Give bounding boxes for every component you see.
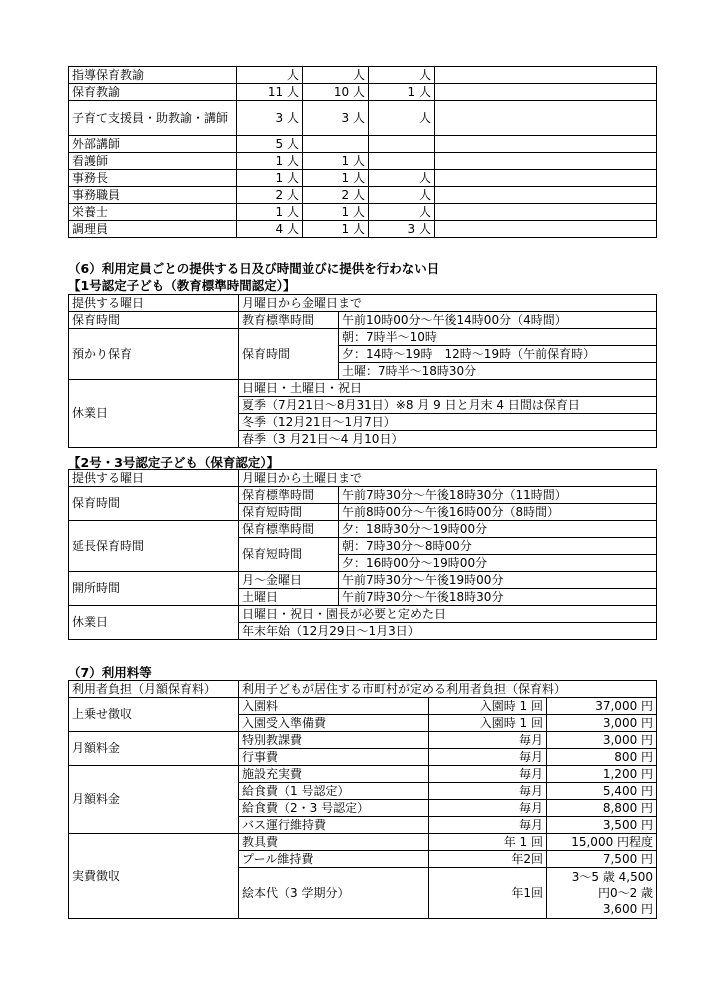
staff-note bbox=[435, 204, 657, 221]
table-row bbox=[69, 521, 657, 538]
row-value: 月曜日から土曜日まで bbox=[239, 470, 657, 487]
row-value: 午前7時30分～午後18時30分 bbox=[339, 589, 657, 606]
row-value: 日曜日・土曜日・祝日 bbox=[239, 380, 657, 397]
fee-amount-line: 3,600 円 bbox=[602, 902, 654, 916]
table-row bbox=[69, 84, 657, 101]
row-label: 提供する曜日 bbox=[69, 295, 239, 312]
staff-count: 1 人 bbox=[237, 204, 303, 221]
staff-role: 栄養士 bbox=[69, 204, 237, 221]
staff-role: 看護師 bbox=[69, 153, 237, 170]
table-row bbox=[69, 487, 657, 504]
fee-amount: 3,500 円 bbox=[547, 817, 657, 834]
subsection-2-title: 【2号・3号認定子ども（保育認定）】 bbox=[68, 455, 280, 470]
staff-count: 人 bbox=[303, 67, 369, 84]
fee-amount: 5,400 円 bbox=[547, 783, 657, 800]
staff-role: 事務長 bbox=[69, 170, 237, 187]
staff-count: 3 人 bbox=[369, 221, 435, 238]
table-row bbox=[69, 187, 657, 204]
fee-name: 絵本代（3 学期分） bbox=[239, 868, 429, 919]
section-6-title: （6）利用定員ごとの提供する日及び時間並びに提供を行わない日 bbox=[68, 261, 440, 276]
row-label: 開所時間 bbox=[69, 572, 239, 606]
fee-amount: 3,000 円 bbox=[547, 715, 657, 732]
staff-count: 人 bbox=[369, 67, 435, 84]
row-label: 提供する曜日 bbox=[69, 470, 239, 487]
staff-count: 1 人 bbox=[303, 170, 369, 187]
row-value: 夕：16時00分～19時00分 bbox=[339, 555, 657, 572]
section-7-title: （7）利用料等 bbox=[68, 665, 152, 680]
table-row bbox=[69, 834, 657, 851]
fee-frequency: 毎月 bbox=[429, 800, 547, 817]
fee-amount-line: 3～5 歳 4,500 bbox=[571, 870, 654, 884]
row-value: 朝：7時半～10時 bbox=[339, 329, 657, 346]
staff-count: 3 人 bbox=[237, 101, 303, 136]
staff-note bbox=[435, 187, 657, 204]
staff-count: 2 人 bbox=[303, 187, 369, 204]
row-sublabel: 教育標準時間 bbox=[239, 312, 339, 329]
row-value: 夏季（7月21日～8月31日）※8 月 9 日と月末 4 日間は保育日 bbox=[239, 397, 657, 414]
staff-role: 子育て支援員・助教諭・講師 bbox=[69, 101, 237, 136]
fee-name: 施設充実費 bbox=[239, 766, 429, 783]
staff-table bbox=[68, 66, 657, 238]
table-row bbox=[69, 572, 657, 589]
staff-count: 人 bbox=[369, 101, 435, 136]
staff-note bbox=[435, 153, 657, 170]
fee-amount: 3,000 円 bbox=[547, 732, 657, 749]
fee-group-label: 上乗せ徴収 bbox=[69, 698, 239, 732]
table-row bbox=[69, 295, 657, 312]
staff-count: 1 人 bbox=[303, 153, 369, 170]
staff-count: 1 人 bbox=[237, 153, 303, 170]
staff-note bbox=[435, 221, 657, 238]
staff-count: 10 人 bbox=[303, 84, 369, 101]
row-value: 夕：18時30分～19時00分 bbox=[339, 521, 657, 538]
fee-amount bbox=[547, 868, 657, 919]
table-row bbox=[69, 204, 657, 221]
row-sublabel: 土曜日 bbox=[239, 589, 339, 606]
fee-frequency: 毎月 bbox=[429, 817, 547, 834]
staff-role: 調理員 bbox=[69, 221, 237, 238]
row-value: 年末年始（12月29日～1月3日） bbox=[239, 623, 657, 640]
staff-count bbox=[303, 136, 369, 153]
staff-count: 1 人 bbox=[303, 204, 369, 221]
fee-name: 入園受入準備費 bbox=[239, 715, 429, 732]
row-value: 午前8時00分～午後16時00分（8時間） bbox=[339, 504, 657, 521]
row-label: 延長保育時間 bbox=[69, 521, 239, 572]
staff-count: 1 人 bbox=[237, 170, 303, 187]
row-sublabel: 保育標準時間 bbox=[239, 487, 339, 504]
fee-amount: 800 円 bbox=[547, 749, 657, 766]
row-value: 冬季（12月21日～1月7日） bbox=[239, 414, 657, 431]
fee-amount-line: 円0～2 歳 bbox=[597, 886, 654, 900]
table-row bbox=[69, 681, 657, 698]
row-label: 預かり保育 bbox=[69, 329, 239, 380]
staff-count: 人 bbox=[369, 187, 435, 204]
fee-frequency: 年1回 bbox=[429, 868, 547, 919]
staff-role: 指導保育教諭 bbox=[69, 67, 237, 84]
row-label: 休業日 bbox=[69, 606, 239, 640]
table-row bbox=[69, 329, 657, 346]
row-sublabel: 保育短時間 bbox=[239, 504, 339, 521]
row-sublabel: 保育時間 bbox=[239, 329, 339, 380]
fee-frequency: 入園時 1 回 bbox=[429, 715, 547, 732]
fee-frequency: 毎月 bbox=[429, 783, 547, 800]
staff-note bbox=[435, 170, 657, 187]
fee-group-label: 実費徴収 bbox=[69, 834, 239, 919]
staff-count bbox=[369, 153, 435, 170]
staff-count: 人 bbox=[369, 170, 435, 187]
fee-frequency: 毎月 bbox=[429, 766, 547, 783]
row-sublabel: 保育短時間 bbox=[239, 538, 339, 572]
table-row bbox=[69, 470, 657, 487]
table-row bbox=[69, 380, 657, 397]
table-row bbox=[69, 67, 657, 84]
fee-frequency: 毎月 bbox=[429, 749, 547, 766]
staff-count: 人 bbox=[237, 67, 303, 84]
staff-count: 2 人 bbox=[237, 187, 303, 204]
staff-count: 1 人 bbox=[369, 84, 435, 101]
fee-frequency: 入園時 1 回 bbox=[429, 698, 547, 715]
row-sublabel: 月～金曜日 bbox=[239, 572, 339, 589]
row-sublabel: 保育標準時間 bbox=[239, 521, 339, 538]
staff-count: 人 bbox=[369, 204, 435, 221]
row-label: 保育時間 bbox=[69, 312, 239, 329]
fee-group-label: 月額料金 bbox=[69, 732, 239, 766]
fee-group-label: 月額料金 bbox=[69, 766, 239, 834]
table-row bbox=[69, 312, 657, 329]
staff-note bbox=[435, 84, 657, 101]
fee-name: 特別教課費 bbox=[239, 732, 429, 749]
row-label: 休業日 bbox=[69, 380, 239, 448]
fee-frequency: 年 1 回 bbox=[429, 834, 547, 851]
row-value: 利用子どもが居住する市町村が定める利用者負担（保育料） bbox=[239, 681, 657, 698]
fee-name: 教具費 bbox=[239, 834, 429, 851]
fee-name: 入園料 bbox=[239, 698, 429, 715]
staff-count bbox=[369, 136, 435, 153]
staff-note bbox=[435, 136, 657, 153]
row-value: 日曜日・祝日・園長が必要と定めた日 bbox=[239, 606, 657, 623]
row-value: 午前7時30分～午後19時00分 bbox=[339, 572, 657, 589]
row-value: 朝：7時30分～8時00分 bbox=[339, 538, 657, 555]
row-value: 土曜：7時半～18時30分 bbox=[339, 363, 657, 380]
row-value: 午前7時30分～午後18時30分（11時間） bbox=[339, 487, 657, 504]
row-value: 午前10時00分～午後14時00分（4時間） bbox=[339, 312, 657, 329]
fee-frequency: 毎月 bbox=[429, 732, 547, 749]
staff-count: 3 人 bbox=[303, 101, 369, 136]
row-value: 月曜日から金曜日まで bbox=[239, 295, 657, 312]
table-row bbox=[69, 766, 657, 783]
fee-amount: 8,800 円 bbox=[547, 800, 657, 817]
fee-amount: 1,200 円 bbox=[547, 766, 657, 783]
table-row bbox=[69, 606, 657, 623]
table-row bbox=[69, 153, 657, 170]
table-row bbox=[69, 732, 657, 749]
staff-count: 4 人 bbox=[237, 221, 303, 238]
fee-name: プール維持費 bbox=[239, 851, 429, 868]
table-row bbox=[69, 101, 657, 136]
staff-count: 11 人 bbox=[237, 84, 303, 101]
staff-role: 保育教諭 bbox=[69, 84, 237, 101]
fee-amount: 37,000 円 bbox=[547, 698, 657, 715]
fee-name: 行事費 bbox=[239, 749, 429, 766]
row-label: 利用者負担（月額保育料） bbox=[69, 681, 239, 698]
table-row bbox=[69, 170, 657, 187]
fee-name: バス運行維持費 bbox=[239, 817, 429, 834]
row-value: 春季（3 月21日～4 月10日） bbox=[239, 431, 657, 448]
fee-amount: 7,500 円 bbox=[547, 851, 657, 868]
schedule-table-1 bbox=[68, 294, 657, 448]
schedule-table-2 bbox=[68, 469, 657, 640]
fees-table bbox=[68, 680, 657, 919]
fee-name: 給食費（1 号認定） bbox=[239, 783, 429, 800]
table-row bbox=[69, 221, 657, 238]
subsection-1-title: 【1号認定子ども（教育標準時間認定）】 bbox=[68, 278, 296, 293]
row-label: 保育時間 bbox=[69, 487, 239, 521]
staff-count: 5 人 bbox=[237, 136, 303, 153]
fee-name: 給食費（2・3 号認定） bbox=[239, 800, 429, 817]
table-row bbox=[69, 136, 657, 153]
staff-note bbox=[435, 67, 657, 84]
staff-role: 事務職員 bbox=[69, 187, 237, 204]
staff-role: 外部講師 bbox=[69, 136, 237, 153]
staff-note bbox=[435, 101, 657, 136]
table-row bbox=[69, 698, 657, 715]
fee-amount: 15,000 円程度 bbox=[547, 834, 657, 851]
staff-count: 1 人 bbox=[303, 221, 369, 238]
row-value: 夕：14時～19時 12時～19時（午前保育時） bbox=[339, 346, 657, 363]
fee-frequency: 年2回 bbox=[429, 851, 547, 868]
